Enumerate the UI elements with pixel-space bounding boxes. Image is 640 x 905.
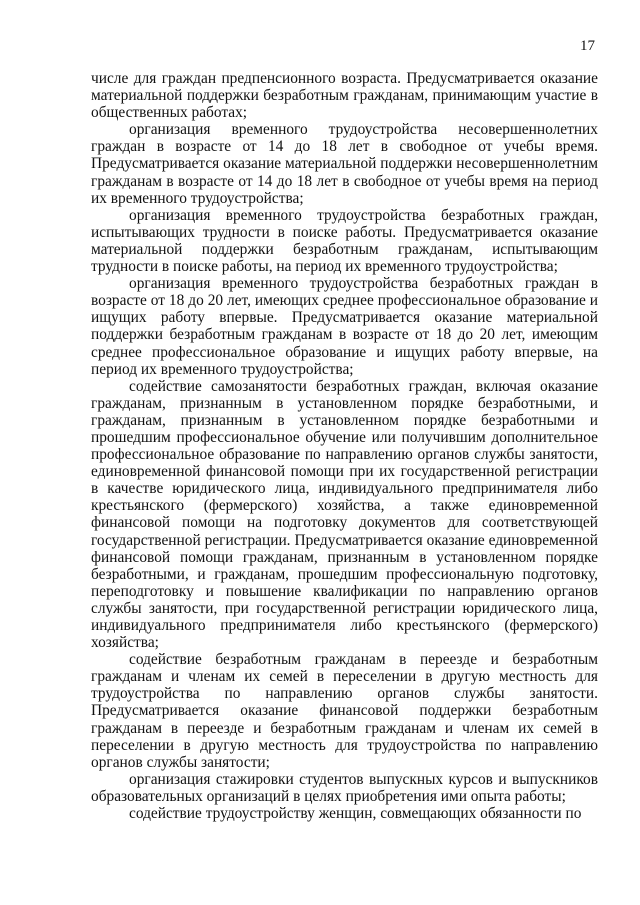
paragraph: содействие самозанятости безработных граждан, включая оказание гражданам, признанным в установленном порядке безработными, и гражданам, признанным в установленном порядке безработными и прошедшим профессиональное обучение или получившим дополнительное профессиональное образование по направлению органов службы занятости, единовременной финансовой помощи при их государственной регистрации в качестве юридического лица, индивидуального предпринимателя либо крестьянского (фермерского) хозяйства, а также единовременной финансовой помощи на подготовку документов для соответствующей государственной регистрации. Предусматривается оказание единовременной финансовой помощи гражданам, признанным в установленном порядке безработными, и гражданам, прошедшим профессиональную подготовку, переподготовку и повышение квалификации по направлению органов службы занятости, при государственной регистрации юридического лица, индивидуального предпринимателя либо крестьянского (фермерского) хозяйства; bbox=[91, 377, 598, 652]
paragraph: содействие безработным гражданам в переезде и безработным гражданам и членам их семей в переселении в другую местность для трудоустройства по направлению органов службы занятости. Предусматривается оказание финансовой поддержки безработным гражданам в переезде и безработным гражданам и членам их семей в переселении в другую местность для трудоустройства по направлению органов службы занятости; bbox=[91, 651, 598, 771]
document-body bbox=[91, 70, 598, 822]
paragraph: организация временного трудоустройства безработных граждан в возрасте от 18 до 20 лет, имеющих среднее профессиональное образование и ищущих работу впервые. Предусматривается оказание материальной поддержки безработным гражданам в возрасте от 18 до 20 лет, имеющим среднее профессиональное образование и ищущих работу впервые, на период их временного трудоустройства; bbox=[91, 275, 598, 378]
page-number: 17 bbox=[580, 38, 595, 54]
paragraph: организация временного трудоустройства несовершеннолетних граждан в возрасте от 14 до 18 лет в свободное от учебы время. Предусматривается оказание материальной поддержки несовершеннолетним гражданам в возрасте от 14 до 18 лет в свободное от учебы время на период их временного трудоустройства; bbox=[91, 121, 598, 207]
paragraph: содействие трудоустройству женщин, совмещающих обязанности по bbox=[129, 805, 582, 823]
paragraph-continuation: числе для граждан предпенсионного возраста. Предусматривается оказание материальной поддержки безработным гражданам, принимающим участие в общественных работах; bbox=[91, 70, 598, 122]
paragraph: организация временного трудоустройства безработных граждан, испытывающих трудности в поиске работы. Предусматривается оказание материальной поддержки безработным гражданам, испытывающим трудности в поиске работы, на период их временного трудоустройства; bbox=[91, 206, 598, 276]
paragraph: организация стажировки студентов выпускных курсов и выпускников образовательных организаций в целях приобретения ими опыта работы; bbox=[91, 770, 598, 805]
